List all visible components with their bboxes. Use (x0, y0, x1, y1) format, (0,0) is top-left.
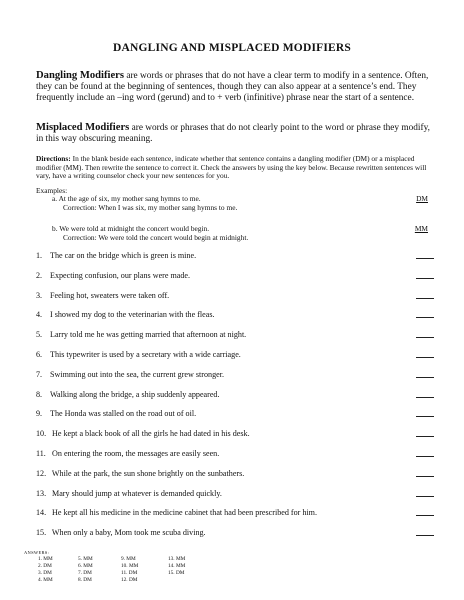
item-text: I showed my dog to the veterinarian with the fleas. (50, 310, 215, 320)
exercise-list (36, 251, 436, 548)
directions (36, 155, 436, 181)
item-number: 5. (36, 330, 43, 340)
item-text: The Honda was stalled on the road out of oil. (50, 409, 197, 419)
answer-blank[interactable] (416, 377, 434, 378)
answer-column (168, 556, 208, 577)
example-correction: Correction: We were told the concert would begin at midnight. (63, 232, 249, 242)
exercise-item-8 (36, 390, 436, 410)
item-number: 12. (36, 468, 47, 478)
answer-blank[interactable] (416, 456, 434, 457)
item-text: Feeling hot, sweaters were taken off. (50, 290, 170, 300)
answer-entry: 2. DM (38, 563, 52, 569)
answer-blank[interactable] (416, 278, 434, 279)
item-text: Larry told me he was getting married that afternoon at night. (50, 330, 247, 340)
answer-blank[interactable] (416, 476, 434, 477)
exercise-item-6 (36, 350, 436, 370)
item-number: 8. (36, 389, 43, 399)
answer-blank[interactable] (416, 436, 434, 437)
answer-blank[interactable] (416, 416, 434, 417)
example-b (52, 225, 432, 242)
exercise-item-3 (36, 291, 436, 311)
exercise-item-5 (36, 330, 436, 350)
example-sentence: b. We were told at midnight the concert would begin. (52, 224, 210, 233)
answer-entry: 3. DM (38, 570, 52, 576)
dangling-text: are words or phrases that do not have a clear term to modify in a sentence. Often, they can be found at the beginning of sentences, though they can also appear at a sentence’s end. They frequently include an –ing word (gerund) and to + verb (infinitive) phrase near the start of a sentence. (36, 71, 429, 104)
answer-entry: 1. MM (38, 556, 53, 562)
item-text: The car on the bridge which is green is mine. (50, 251, 197, 260)
directions-text: In the blank beside each sentence, indicate whether that sentence contains a dangling modifier (DM) or a misplaced modifier (MM). Then rewrite the sentence to correct it. Check the answers by using the key below. Because rewritten sentences will vary, have a writing counselor check your new sentences for you. (36, 154, 427, 181)
dangling-term: Dangling Modifiers (36, 70, 124, 81)
item-text: He kept all his medicine in the medicine cabinet that had been prescribed for him. (50, 508, 317, 518)
dangling-definition (36, 70, 434, 105)
example-sentence: a. At the age of six, my mother sang hymns to me. (52, 194, 201, 203)
answer-entry: 12. DM (121, 577, 138, 583)
answer-entry: 11. DM (121, 570, 138, 576)
exercise-item-10 (36, 429, 436, 449)
answer-column (121, 556, 161, 584)
answer-entry: 8. DM (78, 577, 92, 583)
answer-blank[interactable] (416, 317, 434, 318)
item-text: Expecting confusion, our plans were made. (50, 270, 191, 280)
item-number: 3. (36, 290, 43, 300)
exercise-item-9 (36, 409, 436, 429)
item-number: 13. (36, 488, 47, 498)
answer-blank[interactable] (416, 298, 434, 299)
exercise-item-1 (36, 251, 436, 271)
misplaced-text: are words or phrases that do not clearly point to the word or phrase they modify, in this way obscuring meaning. (36, 123, 430, 145)
answer-column (38, 556, 78, 584)
item-text: On entering the room, the messages are easily seen. (50, 448, 220, 458)
item-text: When only a baby, Mom took me scuba diving. (50, 528, 206, 538)
item-number: 11. (36, 448, 46, 458)
misplaced-term: Misplaced Modifiers (36, 122, 130, 133)
item-number: 7. (36, 369, 43, 379)
answer-entry: 10. MM (121, 563, 139, 569)
page-title: DANGLING AND MISPLACED MODIFIERS (112, 42, 352, 54)
item-number: 2. (36, 270, 43, 280)
example-correction: Correction: When I was six, my mother sang hymns to me. (63, 202, 238, 212)
answers-label: ANSWERS: (24, 550, 50, 555)
answer-blank[interactable] (416, 258, 434, 259)
exercise-item-15 (36, 528, 436, 548)
answer-entry: 4. MM (38, 577, 53, 583)
answer-entry: 14. MM (168, 563, 186, 569)
answer-entry: 9. MM (121, 556, 136, 562)
item-number: 9. (36, 409, 43, 419)
directions-label: Directions: (36, 154, 71, 163)
item-number: 6. (36, 349, 43, 359)
answer-entry: 15. DM (168, 570, 185, 576)
item-number: 14. (36, 508, 47, 518)
item-text: Walking along the bridge, a ship suddenly appeared. (50, 389, 220, 399)
exercise-item-2 (36, 271, 436, 291)
example-answer: DM (416, 194, 428, 203)
exercise-item-7 (36, 370, 436, 390)
item-text: Swimming out into the sea, the current grew stronger. (50, 369, 224, 379)
item-number: 10. (36, 429, 47, 439)
examples-label: Examples: (36, 186, 68, 195)
example-a (52, 195, 432, 212)
answer-blank[interactable] (416, 535, 434, 536)
answer-entry: 7. DM (78, 570, 92, 576)
item-number: 4. (36, 310, 43, 320)
misplaced-definition (36, 122, 434, 145)
answer-column (78, 556, 118, 584)
answer-blank[interactable] (416, 397, 434, 398)
item-number: 15. (36, 528, 47, 538)
item-number: 1. (36, 251, 43, 260)
item-text: He kept a black book of all the girls he had dated in his desk. (50, 429, 250, 439)
item-text: While at the park, the sun shone brightly on the sunbathers. (50, 468, 245, 478)
answer-entry: 13. MM (168, 556, 186, 562)
answer-blank[interactable] (416, 357, 434, 358)
answer-blank[interactable] (416, 337, 434, 338)
exercise-item-4 (36, 310, 436, 330)
item-text: Mary should jump at whatever is demanded quickly. (50, 488, 222, 498)
item-text: This typewriter is used by a secretary with a wide carriage. (50, 349, 241, 359)
exercise-item-11 (36, 449, 436, 469)
exercise-item-13 (36, 489, 436, 509)
answer-blank[interactable] (416, 496, 434, 497)
answer-blank[interactable] (416, 515, 434, 516)
answer-entry: 6. MM (78, 563, 93, 569)
exercise-item-14 (36, 508, 436, 528)
answer-entry: 5. MM (78, 556, 93, 562)
exercise-item-12 (36, 469, 436, 489)
example-answer: MM (414, 224, 428, 233)
